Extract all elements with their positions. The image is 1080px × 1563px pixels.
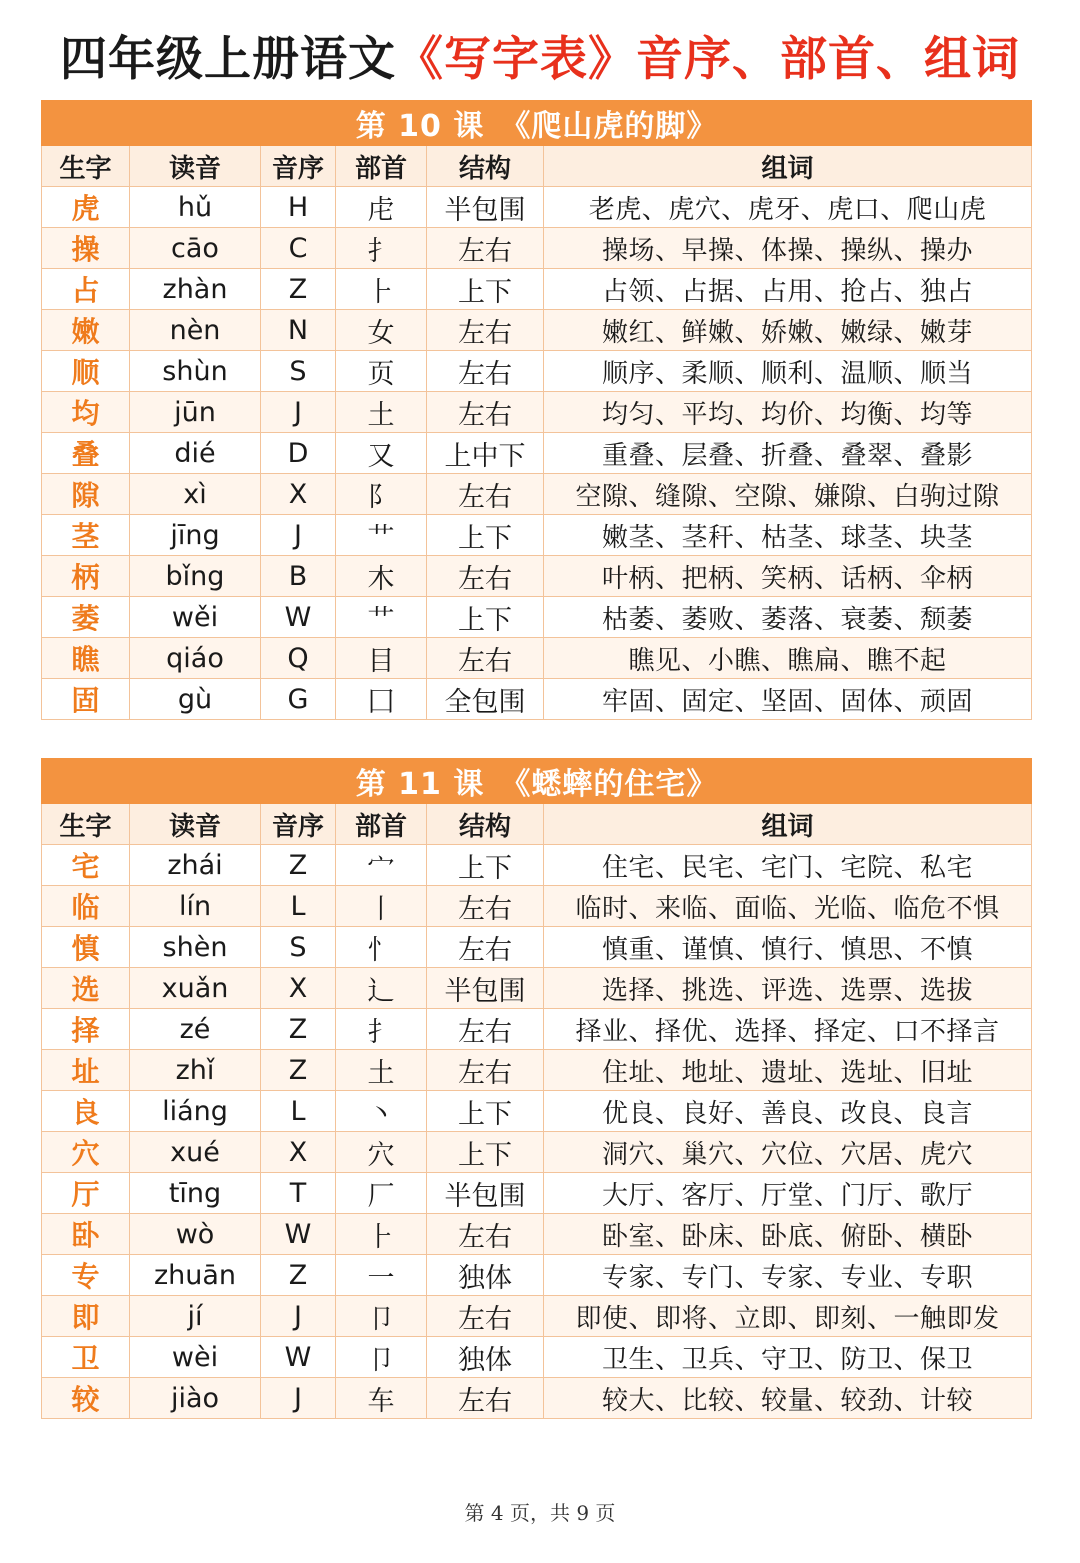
- words-cell: 叶柄、把柄、笑柄、话柄、伞柄: [544, 556, 1032, 597]
- char-cell: 瞧: [42, 638, 130, 679]
- pinyin-cell: gù: [130, 679, 261, 720]
- structure-cell: 全包围: [427, 679, 544, 720]
- structure-cell: 上中下: [427, 433, 544, 474]
- structure-cell: 上下: [427, 269, 544, 310]
- table-row: [42, 1214, 1032, 1255]
- pinyin-cell: xì: [130, 474, 261, 515]
- table-row: [42, 638, 1032, 679]
- structure-cell: 上下: [427, 1132, 544, 1173]
- column-header-pinyin: 读音: [130, 146, 261, 187]
- words-cell: 占领、占据、占用、抢占、独占: [544, 269, 1032, 310]
- radical-cell: 女: [336, 310, 427, 351]
- initial-cell: L: [261, 1091, 336, 1132]
- pinyin-cell: jiào: [130, 1378, 261, 1419]
- char-cell: 操: [42, 228, 130, 269]
- radical-cell: 艹: [336, 515, 427, 556]
- radical-cell: 页: [336, 351, 427, 392]
- char-cell: 柄: [42, 556, 130, 597]
- char-cell: 慎: [42, 927, 130, 968]
- initial-cell: Z: [261, 1009, 336, 1050]
- radical-cell: 扌: [336, 1009, 427, 1050]
- char-cell: 顺: [42, 351, 130, 392]
- structure-cell: 左右: [427, 927, 544, 968]
- initial-cell: Z: [261, 845, 336, 886]
- structure-cell: 独体: [427, 1337, 544, 1378]
- structure-cell: 左右: [427, 392, 544, 433]
- initial-cell: J: [261, 1378, 336, 1419]
- words-cell: 枯萎、萎败、萎落、衰萎、颓萎: [544, 597, 1032, 638]
- char-cell: 卫: [42, 1337, 130, 1378]
- column-header-char: 生字: [42, 146, 130, 187]
- column-header-initial: 音序: [261, 146, 336, 187]
- char-cell: 即: [42, 1296, 130, 1337]
- pinyin-cell: zhǐ: [130, 1050, 261, 1091]
- initial-cell: J: [261, 392, 336, 433]
- column-header-words: 组词: [544, 146, 1032, 187]
- table-row: [42, 1173, 1032, 1214]
- page-title: [0, 22, 1080, 89]
- words-cell: 牢固、固定、坚固、固体、顽固: [544, 679, 1032, 720]
- words-cell: 均匀、平均、均价、均衡、均等: [544, 392, 1032, 433]
- radical-cell: 土: [336, 1050, 427, 1091]
- pinyin-cell: xuǎn: [130, 968, 261, 1009]
- pinyin-cell: liáng: [130, 1091, 261, 1132]
- initial-cell: H: [261, 187, 336, 228]
- radical-cell: 土: [336, 392, 427, 433]
- pinyin-cell: shèn: [130, 927, 261, 968]
- table-row: [42, 1132, 1032, 1173]
- initial-cell: W: [261, 1337, 336, 1378]
- table-row: [42, 1296, 1032, 1337]
- pinyin-cell: nèn: [130, 310, 261, 351]
- words-cell: 慎重、谨慎、慎行、慎思、不慎: [544, 927, 1032, 968]
- lesson-banner: 第 10 课 《爬山虎的脚》: [42, 101, 1032, 146]
- column-header-pinyin: 读音: [130, 804, 261, 845]
- structure-cell: 左右: [427, 1296, 544, 1337]
- words-cell: 临时、来临、面临、光临、临危不惧: [544, 886, 1032, 927]
- words-cell: 操场、早操、体操、操纵、操办: [544, 228, 1032, 269]
- table-row: [42, 1050, 1032, 1091]
- char-cell: 叠: [42, 433, 130, 474]
- radical-cell: 忄: [336, 927, 427, 968]
- radical-cell: 又: [336, 433, 427, 474]
- table-row: [42, 515, 1032, 556]
- table-row: [42, 1091, 1032, 1132]
- char-cell: 嫩: [42, 310, 130, 351]
- char-cell: 较: [42, 1378, 130, 1419]
- initial-cell: S: [261, 927, 336, 968]
- table-row: [42, 886, 1032, 927]
- radical-cell: 丨: [336, 886, 427, 927]
- char-cell: 选: [42, 968, 130, 1009]
- pinyin-cell: zé: [130, 1009, 261, 1050]
- initial-cell: X: [261, 968, 336, 1009]
- pinyin-cell: wèi: [130, 1337, 261, 1378]
- structure-cell: 左右: [427, 310, 544, 351]
- initial-cell: J: [261, 1296, 336, 1337]
- table-row: [42, 968, 1032, 1009]
- table-row: [42, 392, 1032, 433]
- structure-cell: 左右: [427, 228, 544, 269]
- initial-cell: B: [261, 556, 336, 597]
- table-row: [42, 228, 1032, 269]
- structure-cell: 上下: [427, 597, 544, 638]
- words-cell: 较大、比较、较量、较劲、计较: [544, 1378, 1032, 1419]
- char-cell: 择: [42, 1009, 130, 1050]
- words-cell: 卧室、卧床、卧底、俯卧、横卧: [544, 1214, 1032, 1255]
- words-cell: 专家、专门、专家、专业、专职: [544, 1255, 1032, 1296]
- char-cell: 专: [42, 1255, 130, 1296]
- radical-cell: 厂: [336, 1173, 427, 1214]
- initial-cell: X: [261, 474, 336, 515]
- column-header-structure: 结构: [427, 146, 544, 187]
- words-cell: 优良、良好、善良、改良、良言: [544, 1091, 1032, 1132]
- initial-cell: D: [261, 433, 336, 474]
- column-header-radical: 部首: [336, 804, 427, 845]
- radical-cell: 虍: [336, 187, 427, 228]
- radical-cell: 目: [336, 638, 427, 679]
- column-header-initial: 音序: [261, 804, 336, 845]
- initial-cell: N: [261, 310, 336, 351]
- pinyin-cell: jūn: [130, 392, 261, 433]
- words-cell: 大厅、客厅、厅堂、门厅、歌厅: [544, 1173, 1032, 1214]
- char-cell: 厅: [42, 1173, 130, 1214]
- structure-cell: 左右: [427, 1050, 544, 1091]
- words-cell: 卫生、卫兵、守卫、防卫、保卫: [544, 1337, 1032, 1378]
- char-cell: 隙: [42, 474, 130, 515]
- char-cell: 萎: [42, 597, 130, 638]
- table-row: [42, 1378, 1032, 1419]
- words-cell: 重叠、层叠、折叠、叠翠、叠影: [544, 433, 1032, 474]
- words-cell: 顺序、柔顺、顺利、温顺、顺当: [544, 351, 1032, 392]
- structure-cell: 半包围: [427, 187, 544, 228]
- page-title-part1: 四年级上册语文: [60, 32, 396, 87]
- initial-cell: X: [261, 1132, 336, 1173]
- column-header-char: 生字: [42, 804, 130, 845]
- structure-cell: 独体: [427, 1255, 544, 1296]
- words-cell: 嫩茎、茎秆、枯茎、球茎、块茎: [544, 515, 1032, 556]
- radical-cell: 辶: [336, 968, 427, 1009]
- table-row: [42, 1337, 1032, 1378]
- structure-cell: 上下: [427, 1091, 544, 1132]
- structure-cell: 左右: [427, 1214, 544, 1255]
- char-cell: 卧: [42, 1214, 130, 1255]
- radical-cell: 阝: [336, 474, 427, 515]
- table-row: [42, 269, 1032, 310]
- pinyin-cell: zhái: [130, 845, 261, 886]
- table-row: [42, 1255, 1032, 1296]
- table-row: [42, 1009, 1032, 1050]
- column-header-radical: 部首: [336, 146, 427, 187]
- char-cell: 穴: [42, 1132, 130, 1173]
- char-cell: 固: [42, 679, 130, 720]
- words-cell: 即使、即将、立即、即刻、一触即发: [544, 1296, 1032, 1337]
- char-cell: 虎: [42, 187, 130, 228]
- page-title-part2: 《写字表》音序、部首、组词: [396, 32, 1020, 87]
- radical-cell: 一: [336, 1255, 427, 1296]
- pinyin-cell: qiáo: [130, 638, 261, 679]
- table-row: [42, 433, 1032, 474]
- words-cell: 瞧见、小瞧、瞧扁、瞧不起: [544, 638, 1032, 679]
- pinyin-cell: tīng: [130, 1173, 261, 1214]
- table-row: [42, 310, 1032, 351]
- column-header-words: 组词: [544, 804, 1032, 845]
- initial-cell: Z: [261, 269, 336, 310]
- words-cell: 空隙、缝隙、空隙、嫌隙、白驹过隙: [544, 474, 1032, 515]
- structure-cell: 左右: [427, 351, 544, 392]
- initial-cell: G: [261, 679, 336, 720]
- radical-cell: 宀: [336, 845, 427, 886]
- radical-cell: 艹: [336, 597, 427, 638]
- char-cell: 宅: [42, 845, 130, 886]
- char-cell: 占: [42, 269, 130, 310]
- radical-cell: ⺊: [336, 1214, 427, 1255]
- structure-cell: 左右: [427, 886, 544, 927]
- pinyin-cell: cāo: [130, 228, 261, 269]
- words-cell: 老虎、虎穴、虎牙、虎口、爬山虎: [544, 187, 1032, 228]
- table-row: [42, 351, 1032, 392]
- radical-cell: ⺊: [336, 269, 427, 310]
- structure-cell: 左右: [427, 1378, 544, 1419]
- structure-cell: 左右: [427, 474, 544, 515]
- table-row: [42, 597, 1032, 638]
- pinyin-cell: wěi: [130, 597, 261, 638]
- initial-cell: W: [261, 597, 336, 638]
- structure-cell: 左右: [427, 556, 544, 597]
- structure-cell: 上下: [427, 515, 544, 556]
- initial-cell: T: [261, 1173, 336, 1214]
- pinyin-cell: xué: [130, 1132, 261, 1173]
- char-cell: 均: [42, 392, 130, 433]
- page-footer: 第 4 页，共 9 页: [464, 1501, 616, 1525]
- radical-cell: 卩: [336, 1296, 427, 1337]
- char-cell: 良: [42, 1091, 130, 1132]
- table-row: [42, 556, 1032, 597]
- words-cell: 住址、地址、遗址、选址、旧址: [544, 1050, 1032, 1091]
- table-row: [42, 187, 1032, 228]
- lesson-11-table: [41, 758, 1032, 1419]
- words-cell: 嫩红、鲜嫩、娇嫩、嫩绿、嫩芽: [544, 310, 1032, 351]
- structure-cell: 半包围: [427, 1173, 544, 1214]
- radical-cell: 丶: [336, 1091, 427, 1132]
- radical-cell: 卩: [336, 1337, 427, 1378]
- radical-cell: 木: [336, 556, 427, 597]
- pinyin-cell: zhàn: [130, 269, 261, 310]
- pinyin-cell: wò: [130, 1214, 261, 1255]
- words-cell: 择业、择优、选择、择定、口不择言: [544, 1009, 1032, 1050]
- column-header-structure: 结构: [427, 804, 544, 845]
- char-cell: 址: [42, 1050, 130, 1091]
- initial-cell: C: [261, 228, 336, 269]
- words-cell: 住宅、民宅、宅门、宅院、私宅: [544, 845, 1032, 886]
- lesson-banner: 第 11 课 《蟋蟀的住宅》: [42, 759, 1032, 804]
- structure-cell: 左右: [427, 638, 544, 679]
- initial-cell: Z: [261, 1255, 336, 1296]
- structure-cell: 左右: [427, 1009, 544, 1050]
- table-row: [42, 474, 1032, 515]
- pinyin-cell: shùn: [130, 351, 261, 392]
- words-cell: 洞穴、巢穴、穴位、穴居、虎穴: [544, 1132, 1032, 1173]
- lesson-10-table: [41, 100, 1032, 720]
- initial-cell: J: [261, 515, 336, 556]
- initial-cell: W: [261, 1214, 336, 1255]
- table-row: [42, 927, 1032, 968]
- radical-cell: 囗: [336, 679, 427, 720]
- pinyin-cell: bǐng: [130, 556, 261, 597]
- pinyin-cell: jí: [130, 1296, 261, 1337]
- pinyin-cell: jīng: [130, 515, 261, 556]
- table-row: [42, 679, 1032, 720]
- table-row: [42, 845, 1032, 886]
- initial-cell: Q: [261, 638, 336, 679]
- pinyin-cell: dié: [130, 433, 261, 474]
- initial-cell: Z: [261, 1050, 336, 1091]
- char-cell: 茎: [42, 515, 130, 556]
- pinyin-cell: zhuān: [130, 1255, 261, 1296]
- pinyin-cell: hǔ: [130, 187, 261, 228]
- structure-cell: 半包围: [427, 968, 544, 1009]
- structure-cell: 上下: [427, 845, 544, 886]
- char-cell: 临: [42, 886, 130, 927]
- radical-cell: 扌: [336, 228, 427, 269]
- radical-cell: 车: [336, 1378, 427, 1419]
- radical-cell: 穴: [336, 1132, 427, 1173]
- initial-cell: L: [261, 886, 336, 927]
- pinyin-cell: lín: [130, 886, 261, 927]
- initial-cell: S: [261, 351, 336, 392]
- words-cell: 选择、挑选、评选、选票、选拔: [544, 968, 1032, 1009]
